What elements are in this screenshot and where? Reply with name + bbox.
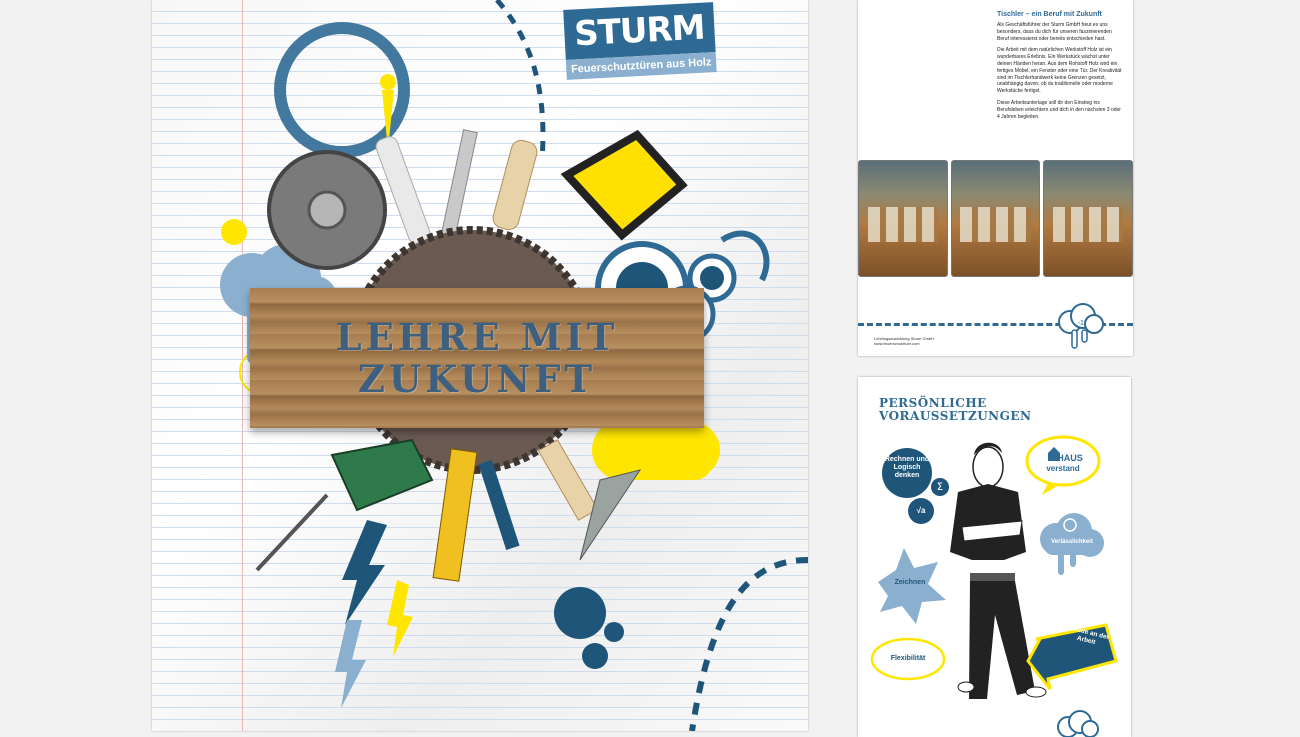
- lightning-dark: [342, 520, 387, 625]
- yellow-drop: [380, 74, 396, 90]
- yellow-splash-1: [221, 219, 247, 245]
- intro-paragraph: Als Geschäftsführer der Sturm GmbH freut es uns besonders, dass du dich für unseren faszinierenden Beruf interessierst oder bereits entschieden hast.: [997, 22, 1112, 42]
- dot-medium: [582, 643, 608, 669]
- intro-footer: [874, 336, 934, 346]
- root-symbol: √a: [916, 506, 926, 515]
- intro-paragraph: Diese Arbeitsunterlage soll dir den Einstieg ins Berufsleben erleichtern und dich in den nächsten 3 oder 4 Jahren begleiten.: [997, 99, 1121, 120]
- dot-small: [604, 622, 624, 642]
- joy-label: Freude an der Arbeit: [1066, 624, 1110, 647]
- drill-bit: [257, 495, 327, 570]
- dashed-swirl-top: [497, 0, 543, 160]
- cover-page: [152, 0, 808, 731]
- chisel-handle: [491, 138, 539, 232]
- lightning-light: [335, 620, 366, 708]
- headline-line-1: LEHRE MIT: [335, 315, 619, 359]
- hammer-handle: [538, 440, 597, 520]
- saw-handle: [567, 135, 682, 235]
- footer-line: Lehrlingsausbildung Sturm GmbH: [874, 336, 935, 341]
- intro-title: Tischler – ein Beruf mit Zukunft: [997, 11, 1102, 18]
- requirements-title-line: PERSÖNLICHE: [879, 396, 987, 410]
- page-number: -1-: [1077, 320, 1087, 327]
- requirements-title-line: VORAUSSETZUNGEN: [879, 409, 1032, 423]
- verstand-label: verstand: [1046, 464, 1080, 473]
- headline-line-2: ZUKUNFT: [357, 357, 596, 401]
- pliers: [478, 460, 519, 550]
- dashed-swirl-bottom: [692, 560, 808, 731]
- intro-paragraph: Die Arbeit mit dem natürlichen Werkstoff Holz ist ein wunderbares Erlebnis. Ein Werkstück wächst unter deinen Händen heran. Aus dem Rohstoff Holz wird ein fertiges Möbel, ein Fenster oder eine Tür. Der Kreativität sind im Tischlerhandwerk keine Grenzen gesetzt, unabhängig davon, ob du traditionelle oder moderne Werkstücke fertigst.: [997, 47, 1122, 95]
- wrench: [441, 130, 478, 241]
- drawing-label: Zeichnen: [894, 579, 926, 586]
- wood-sign: [250, 288, 704, 428]
- sum-symbol: ∑: [937, 481, 943, 490]
- footer-line: www.feuerschutztuer.com: [874, 341, 920, 346]
- dot-large: [554, 587, 606, 639]
- drawing-splash: [878, 548, 946, 624]
- requirements-illustration: [858, 377, 1131, 737]
- math-label: Rechnen und Logisch denken: [884, 456, 930, 479]
- page-requirements: [858, 377, 1131, 737]
- stone-chisel: [580, 470, 640, 560]
- sturm-logo: [563, 2, 717, 82]
- footer-cloud-icon: [1058, 711, 1098, 737]
- drill: [332, 440, 432, 510]
- reliability-label: Verlässlichkeit: [1051, 539, 1093, 545]
- flex-label: Flexibilität: [890, 655, 926, 662]
- lightning-yellow: [387, 580, 413, 657]
- page-number-cloud-icon: [858, 0, 1133, 356]
- logo-wordmark: STURM: [563, 2, 715, 60]
- logo-tagline: Feuerschutztüren aus Holz: [566, 52, 717, 80]
- page-intro: [858, 0, 1133, 356]
- haus-label: HAUS: [1057, 453, 1083, 463]
